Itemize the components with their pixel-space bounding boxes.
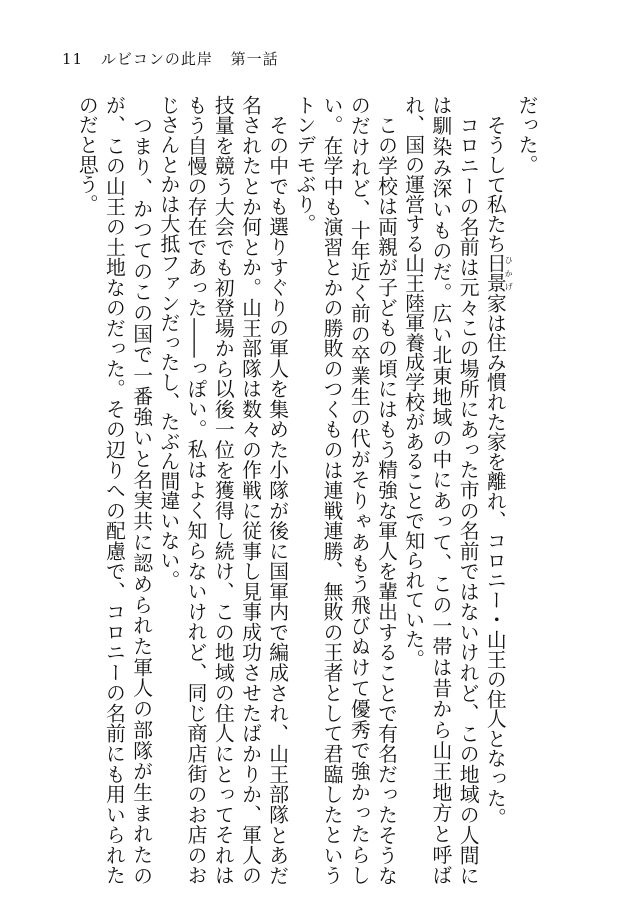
paragraph-5: その中でも選りすぐりの軍人を集めた小隊が後に国軍内で編成され、山王部隊とあだ名されたとか何とか。山王部隊は数々の作戦に従事し見事成功させたばかりか、軍人の技量を競う大会でも初登場から以後一位を獲得し続け、この地域の住人にとってそれはもう自慢の存在であった――っぽい。私はよく知らないけれど、同じ商店街のお店のおじさんとかは大抵ファンだったし、たぶん間違いない。 [156, 95, 289, 885]
paragraph-2 [481, 95, 513, 885]
page-number: 11 [62, 50, 84, 68]
book-title: ルビコンの此岸 [100, 50, 213, 68]
furigana-hikage [483, 253, 514, 293]
chapter-label: 第一話 [230, 50, 279, 68]
paragraph-4: この学校は両親が子どもの頃にはもう精強な軍人を輩出することで有名だったそうなのだけれど、十年近く前の卒業生の代がそりゃあもう飛びぬけて優秀で強かったらしい。在学中も演習とかの勝敗のつくものは連戦連勝、無敗の王者として君臨したというトンデモぶり。 [292, 95, 398, 885]
paragraph-1: だった。 [515, 95, 538, 175]
paragraph-6: つまり、かつてのこの国で一番強いと名実共に認められた軍人の部隊が生まれたのが、この山王の土地なのだった。その辺りへの配慮で、コロニーの名前にも用いられたのだと思う。 [75, 95, 153, 885]
paragraph-3: コロニーの名前は元々この場所にあった市の名前ではないけれど、この地域の人間には馴染み深いものだ。広い北東地域の中にあって、この一帯は昔から山王地方と呼ばれ、国の運営する山王陸軍養成学校があることで知られていた。 [401, 95, 480, 885]
paragraph-2-text-a: そうして私たち [483, 114, 507, 254]
ruby-base: 日景 [483, 253, 507, 293]
vertical-text-body [40, 95, 540, 885]
running-header [62, 48, 279, 69]
paragraph-2-text-b: 家は住み慣れた家を離れ、コロニー・山王の住人となった。 [483, 292, 507, 828]
ruby-reading: ひかげ [504, 253, 514, 293]
